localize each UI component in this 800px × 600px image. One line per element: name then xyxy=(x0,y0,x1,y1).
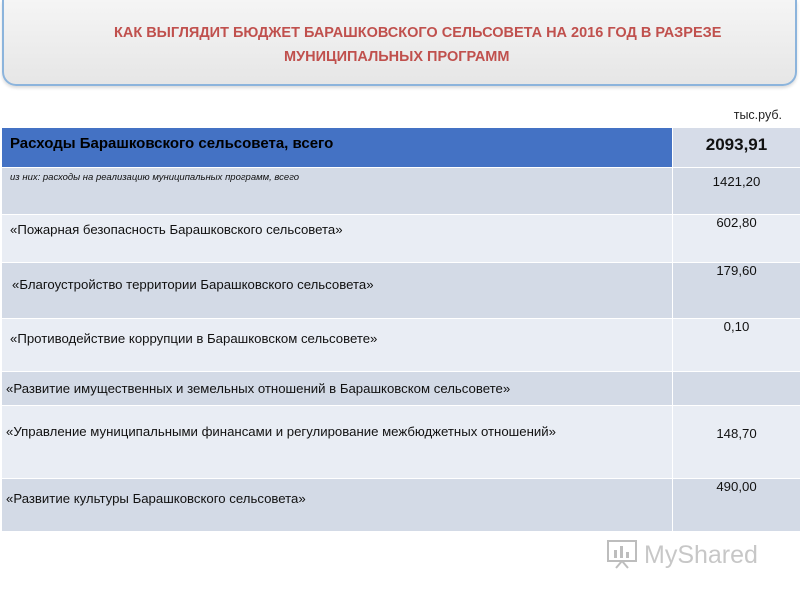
row-value: 602,80 xyxy=(673,215,800,263)
row-value: 0,10 xyxy=(673,319,800,372)
budget-table xyxy=(1,127,800,532)
watermark-logo xyxy=(606,538,758,572)
table-row xyxy=(2,406,800,479)
row-value: 490,00 xyxy=(673,479,800,532)
table-row xyxy=(2,479,800,532)
page-title-line-1: КАК ВЫГЛЯДИТ БЮДЖЕТ БАРАШКОВСКОГО СЕЛЬСОВЕТА НА 2016 ГОД В РАЗРЕЗЕ xyxy=(114,25,722,41)
row-name: «Пожарная безопасность Барашковского сельсовета» xyxy=(2,215,673,263)
table-row xyxy=(2,215,800,263)
row-value xyxy=(673,372,800,406)
chart-bars-icon xyxy=(606,537,638,574)
row-name: «Противодействие коррупции в Барашковском сельсовете» xyxy=(2,319,673,372)
row-name: «Благоустройство территории Барашковского сельсовета» xyxy=(2,263,673,319)
unit-label: тыс.руб. xyxy=(733,108,782,122)
page-title-line-2: МУНИЦИПАЛЬНЫХ ПРОГРАММ xyxy=(284,49,510,65)
row-value: 148,70 xyxy=(673,406,800,479)
row-value: 1421,20 xyxy=(673,168,800,215)
row-name: из них: расходы на реализацию муниципальных программ, всего xyxy=(2,168,673,215)
row-name: «Управление муниципальными финансами и регулирование межбюджетных отношений» xyxy=(2,406,673,479)
title-banner xyxy=(2,0,797,86)
row-name: «Развитие имущественных и земельных отношений в Барашковском сельсовете» xyxy=(2,372,673,406)
table-row xyxy=(2,319,800,372)
row-name: «Развитие культуры Барашковского сельсовета» xyxy=(2,479,673,532)
row-name: Расходы Барашковского сельсовета, всего xyxy=(2,128,673,168)
row-value: 2093,91 xyxy=(673,128,800,168)
table-row-total xyxy=(2,128,800,168)
watermark-text: MyShared xyxy=(644,540,758,569)
table-row xyxy=(2,372,800,406)
row-value: 179,60 xyxy=(673,263,800,319)
table-row xyxy=(2,168,800,215)
table-row xyxy=(2,263,800,319)
